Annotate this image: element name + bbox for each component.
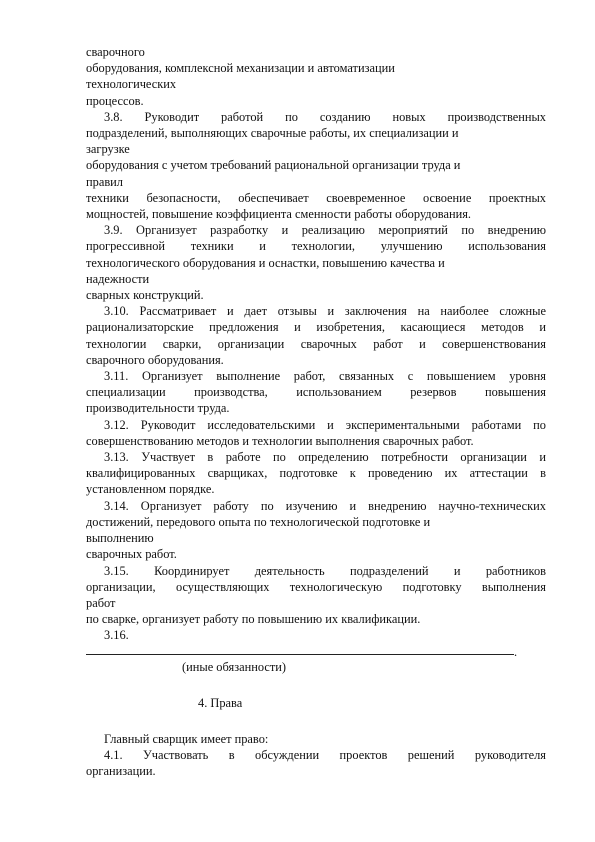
other-duties-blank xyxy=(86,644,546,659)
text-line: технологии сварки, организации сварочных работ и совершенствования xyxy=(86,336,546,351)
clause-3-16: 3.16. xyxy=(104,628,129,643)
text-line: по сварке, организует работу по повышению их квалификации. xyxy=(86,612,421,627)
clause-3-12: 3.12. Руководит исследовательскими и экспериментальными работами по xyxy=(104,417,546,432)
clause-3-15: 3.15. Координирует деятельность подразделений и работников xyxy=(104,563,546,578)
text-line: техники безопасности, обеспечивает своевременное освоение проектных xyxy=(86,190,546,205)
document-body xyxy=(86,44,546,780)
other-duties-caption: (иные обязанности) xyxy=(182,659,287,674)
text-line: выполнению xyxy=(86,531,154,546)
text-line: специализации производства, использованием резервов повышения xyxy=(86,385,546,400)
clause-3-14: 3.14. Организует работу по изучению и внедрению научно-технических xyxy=(104,498,546,513)
text-line: технологических xyxy=(86,77,177,92)
rights-intro: Главный сварщик имеет право: xyxy=(104,731,269,746)
section-heading-rights: 4. Права xyxy=(198,695,243,710)
text-line: прогрессивной техники и технологии, улучшению использования xyxy=(86,239,546,254)
clause-3-8: 3.8. Руководит работой по созданию новых производственных xyxy=(104,109,546,124)
text-line: производительности труда. xyxy=(86,401,230,416)
text-line: рационализаторские предложения и изобретения, касающиеся методов и xyxy=(86,320,546,335)
text-line: сварных конструкций. xyxy=(86,288,204,303)
text-line: организации. xyxy=(86,764,156,779)
blank-underline xyxy=(86,648,514,655)
clause-3-9: 3.9. Организует разработку и реализацию мероприятий по внедрению xyxy=(104,223,546,238)
text-line: сварочных работ. xyxy=(86,547,177,562)
text-line: установленном порядке. xyxy=(86,482,215,497)
text-line: достижений, передового опыта по технологической подготовке и xyxy=(86,514,431,529)
text-line: процессов. xyxy=(86,93,144,108)
text-line: оборудования с учетом требований рациональной организации труда и xyxy=(86,158,461,173)
text-line: сварочного оборудования. xyxy=(86,352,224,367)
text-line: оборудования, комплексной механизации и автоматизации xyxy=(86,61,395,76)
clause-3-10: 3.10. Рассматривает и дает отзывы и заключения на наиболее сложные xyxy=(104,304,546,319)
text-line: подразделений, выполняющих сварочные работы, их специализации и xyxy=(86,126,459,141)
clause-3-13: 3.13. Участвует в работе по определению потребности организации и xyxy=(104,450,546,465)
text-line: надежности xyxy=(86,271,150,286)
text-line: правил xyxy=(86,174,123,189)
clause-3-11: 3.11. Организует выполнение работ, связанных с повышением уровня xyxy=(104,369,546,384)
text-line: сварочного xyxy=(86,45,145,59)
text-line: организации, осуществляющих технологическую подготовку выполнения xyxy=(86,579,546,594)
text-line: загрузке xyxy=(86,142,130,157)
clause-4-1: 4.1. Участвовать в обсуждении проектов решений руководителя xyxy=(104,748,546,763)
text-line: технологического оборудования и оснастки, повышению качества и xyxy=(86,255,445,270)
text-line: мощностей, повышение коэффициента сменности работы оборудования. xyxy=(86,207,472,222)
text-line: работ xyxy=(86,595,116,610)
underline-end-mark: . xyxy=(514,644,518,659)
text-line: квалифицированных сварщиках, подготовке к проведению их аттестации в xyxy=(86,466,546,481)
text-line: совершенствованию методов и технологии выполнения сварочных работ. xyxy=(86,433,474,448)
